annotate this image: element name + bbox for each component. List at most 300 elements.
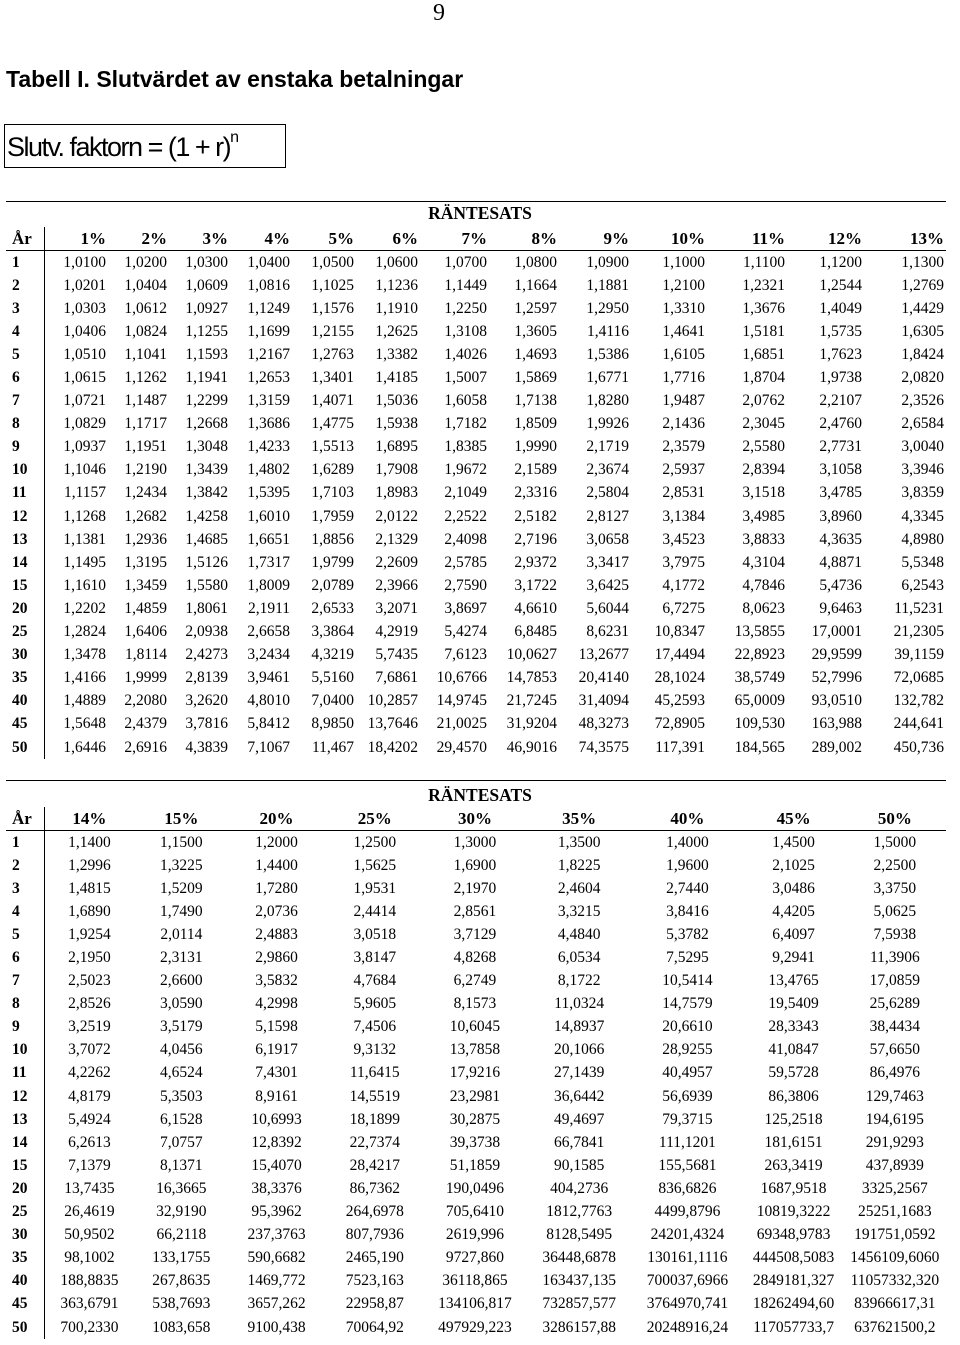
factor-cell: 3,0040 — [901, 438, 944, 456]
factor-cell: 129,7463 — [865, 1087, 924, 1105]
table2-header-row — [6, 807, 946, 831]
factor-cell: 1,8509 — [514, 415, 557, 433]
table-row — [6, 505, 946, 528]
year-cell: 13 — [6, 1108, 44, 1131]
factor-cell: 1,0615 — [63, 369, 106, 387]
factor-cell: 1,8704 — [742, 369, 785, 387]
factor-cell: 5,7435 — [375, 646, 418, 664]
factor-cell: 46,9016 — [506, 738, 557, 756]
factor-cell: 3,3750 — [873, 879, 917, 897]
year-cell: 8 — [6, 413, 44, 436]
factor-cell: 1,2996 — [68, 856, 111, 874]
factor-cell: 1,1449 — [444, 276, 487, 294]
table1 — [6, 227, 946, 759]
factor-cell: 2,0736 — [255, 902, 298, 920]
factor-cell: 1,5036 — [375, 392, 418, 410]
factor-cell: 450,736 — [893, 738, 944, 756]
factor-cell: 1,2824 — [63, 623, 106, 641]
table-row — [6, 923, 946, 946]
factor-cell: 1,2544 — [819, 276, 862, 294]
factor-cell: 1,0600 — [375, 253, 418, 271]
factor-cell: 3,8960 — [819, 507, 862, 525]
table-row — [6, 667, 946, 690]
year-cell: 14 — [6, 551, 44, 574]
factor-cell: 1,0937 — [63, 438, 106, 456]
factor-cell: 2,9860 — [255, 949, 298, 967]
factor-cell: 1,8061 — [185, 599, 228, 617]
factor-cell: 2,6916 — [124, 738, 167, 756]
factor-cell: 8,0623 — [742, 599, 785, 617]
factor-cell: 3,3864 — [311, 623, 354, 641]
factor-cell: 83966617,31 — [854, 1295, 936, 1313]
page-title: Tabell I. Slutvärdet av enstaka betalningar — [6, 66, 464, 92]
factor-cell: 6,7275 — [662, 599, 705, 617]
year-cell: 20 — [6, 1177, 44, 1200]
factor-cell: 1,3195 — [124, 553, 167, 571]
factor-cell: 130161,1116 — [647, 1249, 728, 1267]
table-row — [6, 690, 946, 713]
factor-cell: 1,5181 — [742, 322, 785, 340]
factor-cell: 5,4274 — [444, 623, 487, 641]
table2-col-header: 35% — [527, 807, 633, 831]
factor-cell: 2,9372 — [514, 553, 557, 571]
factor-cell: 1,7490 — [160, 902, 203, 920]
formula-text: Slutv. faktorn = (1 + r) — [7, 132, 231, 162]
factor-cell: 2,7440 — [666, 879, 709, 897]
factor-cell: 17,0001 — [811, 623, 862, 641]
factor-cell: 1,2250 — [444, 299, 487, 317]
year-cell: 2 — [6, 854, 44, 877]
factor-cell: 45,2593 — [654, 692, 705, 710]
table1-col-header: 12% — [787, 227, 864, 251]
factor-cell: 2,0820 — [901, 369, 944, 387]
factor-cell: 2,0938 — [185, 623, 228, 641]
factor-cell: 117,391 — [655, 738, 705, 756]
factor-cell: 3,2071 — [375, 599, 418, 617]
table-row — [6, 1154, 946, 1177]
factor-cell: 4,1772 — [662, 576, 705, 594]
factor-cell: 1,1500 — [160, 833, 203, 851]
factor-cell: 1,3310 — [662, 299, 705, 317]
factor-cell: 1,6651 — [247, 530, 290, 548]
factor-cell: 1,9738 — [819, 369, 862, 387]
factor-cell: 5,1598 — [255, 1018, 298, 1036]
table-row — [6, 459, 946, 482]
factor-cell: 20,6610 — [662, 1018, 713, 1036]
factor-cell: 2,5937 — [662, 461, 705, 479]
factor-cell: 3,1722 — [514, 576, 557, 594]
table1-col-header: 9% — [559, 227, 631, 251]
factor-cell: 155,5681 — [658, 1156, 717, 1174]
table-row — [6, 946, 946, 969]
factor-cell: 3,3946 — [901, 461, 944, 479]
factor-cell: 2,3316 — [514, 484, 557, 502]
factor-cell: 264,6978 — [345, 1203, 404, 1221]
table2-col-header: År — [6, 807, 44, 831]
table-row — [6, 436, 946, 459]
factor-cell: 1,4889 — [63, 692, 106, 710]
factor-cell: 1,2936 — [124, 530, 167, 548]
table-row — [6, 343, 946, 366]
table-row — [6, 1293, 946, 1316]
year-cell: 7 — [6, 970, 44, 993]
factor-cell: 2,5804 — [586, 484, 629, 502]
factor-cell: 4,4840 — [557, 925, 601, 943]
year-cell: 10 — [6, 1039, 44, 1062]
factor-cell: 1,2434 — [124, 484, 167, 502]
table2 — [6, 807, 946, 1339]
factor-cell: 40,4957 — [662, 1064, 713, 1082]
table-row — [6, 1131, 946, 1154]
factor-cell: 4,6524 — [160, 1064, 203, 1082]
factor-cell: 14,8937 — [553, 1018, 605, 1036]
factor-cell: 1,9799 — [311, 553, 354, 571]
factor-cell: 1,5513 — [311, 438, 354, 456]
factor-cell: 51,1859 — [449, 1156, 501, 1174]
factor-cell: 8,1371 — [160, 1156, 203, 1174]
factor-cell: 1,0927 — [185, 299, 228, 317]
factor-cell: 18262494,60 — [752, 1295, 835, 1313]
factor-cell: 1,6900 — [453, 856, 497, 874]
factor-cell: 1,2763 — [311, 345, 354, 363]
factor-cell: 2,8531 — [662, 484, 705, 502]
factor-cell: 2,4414 — [353, 902, 397, 920]
factor-cell: 1,3382 — [375, 345, 418, 363]
factor-cell: 1,2190 — [124, 461, 167, 479]
factor-cell: 3,4785 — [819, 484, 862, 502]
factor-cell: 14,9745 — [436, 692, 487, 710]
factor-cell: 1,5126 — [185, 553, 228, 571]
factor-cell: 1,6289 — [311, 461, 354, 479]
factor-cell: 1,2299 — [185, 392, 228, 410]
factor-cell: 1,8856 — [311, 530, 354, 548]
factor-cell: 1,4166 — [63, 669, 106, 687]
factor-cell: 4,2919 — [375, 623, 418, 641]
factor-cell: 132,782 — [893, 692, 944, 710]
table2-col-header: 40% — [633, 807, 743, 831]
factor-cell: 1,2500 — [353, 833, 397, 851]
factor-cell: 2,3131 — [160, 949, 203, 967]
year-cell: 1 — [6, 251, 44, 275]
factor-cell: 3,3215 — [557, 902, 601, 920]
factor-cell: 1,2321 — [742, 276, 785, 294]
factor-cell: 1,0406 — [63, 322, 106, 340]
factor-cell: 1,7103 — [311, 484, 354, 502]
table-row — [6, 1177, 946, 1200]
factor-cell: 49,4697 — [553, 1110, 605, 1128]
factor-cell: 56,6939 — [662, 1087, 713, 1105]
factor-cell: 1,9999 — [124, 669, 167, 687]
factor-cell: 25,6289 — [869, 995, 921, 1013]
factor-cell: 7,4506 — [353, 1018, 397, 1036]
factor-cell: 1,5000 — [873, 833, 917, 851]
factor-cell: 6,1528 — [160, 1110, 203, 1128]
factor-cell: 5,3782 — [666, 925, 709, 943]
year-cell: 45 — [6, 1293, 44, 1316]
factor-cell: 4,8268 — [453, 949, 497, 967]
factor-cell: 590,6682 — [247, 1249, 306, 1267]
factor-cell: 10,6045 — [449, 1018, 501, 1036]
factor-cell: 1,3605 — [514, 322, 557, 340]
factor-cell: 1,5580 — [185, 576, 228, 594]
factor-cell: 1,1268 — [63, 507, 106, 525]
year-cell: 2 — [6, 274, 44, 297]
table-row — [6, 1085, 946, 1108]
table2-col-header: 20% — [228, 807, 326, 831]
factor-cell: 38,3376 — [251, 1179, 302, 1197]
factor-cell: 1,2668 — [185, 415, 228, 433]
factor-cell: 4,3345 — [901, 507, 944, 525]
factor-cell: 1,4500 — [772, 833, 815, 851]
factor-cell: 4,8010 — [247, 692, 290, 710]
factor-cell: 2,7731 — [819, 438, 862, 456]
factor-cell: 1,1025 — [311, 276, 354, 294]
factor-cell: 2,6533 — [311, 599, 354, 617]
factor-cell: 1,3108 — [444, 322, 487, 340]
factor-cell: 3,8147 — [353, 949, 397, 967]
table-row — [6, 1247, 946, 1270]
factor-cell: 1,7280 — [255, 879, 298, 897]
factor-cell: 13,4765 — [768, 972, 819, 990]
factor-cell: 3,7129 — [453, 925, 497, 943]
factor-cell: 2,1049 — [444, 484, 487, 502]
factor-cell: 3,6425 — [586, 576, 629, 594]
year-cell: 15 — [6, 1154, 44, 1177]
factor-cell: 705,6410 — [445, 1203, 505, 1221]
factor-cell: 444508,5083 — [752, 1249, 835, 1267]
factor-cell: 1,6010 — [247, 507, 290, 525]
factor-cell: 2,4883 — [255, 925, 298, 943]
table-row — [6, 831, 946, 855]
factor-cell: 1,8009 — [247, 576, 290, 594]
factor-cell: 188,8835 — [60, 1272, 119, 1290]
factor-cell: 1687,9518 — [760, 1179, 827, 1197]
factor-cell: 2,2500 — [873, 856, 917, 874]
factor-cell: 1,4116 — [586, 322, 629, 340]
factor-cell: 39,1159 — [894, 646, 944, 664]
factor-cell: 1,7908 — [375, 461, 418, 479]
factor-cell: 65,0009 — [734, 692, 785, 710]
factor-cell: 244,641 — [893, 715, 944, 733]
table1-col-header: 1% — [44, 227, 108, 251]
table1-col-header: År — [6, 227, 44, 251]
factor-cell: 9100,438 — [247, 1318, 306, 1336]
factor-cell: 3,8416 — [666, 902, 709, 920]
factor-cell: 2,3526 — [901, 392, 944, 410]
factor-cell: 1,5625 — [353, 856, 397, 874]
factor-cell: 8,1573 — [453, 995, 497, 1013]
factor-cell: 2,5785 — [444, 553, 487, 571]
factor-cell: 11,5231 — [894, 599, 944, 617]
factor-cell: 1,4859 — [124, 599, 167, 617]
factor-cell: 8,9850 — [311, 715, 354, 733]
factor-cell: 98,1002 — [64, 1249, 115, 1267]
year-cell: 5 — [6, 343, 44, 366]
factor-cell: 5,5348 — [901, 553, 944, 571]
factor-cell: 700037,6966 — [646, 1272, 729, 1290]
factor-cell: 22,8923 — [734, 646, 785, 664]
factor-cell: 1,0100 — [63, 253, 106, 271]
factor-cell: 291,9293 — [865, 1133, 924, 1151]
factor-cell: 2,5023 — [68, 972, 111, 990]
factor-cell: 2,2609 — [375, 553, 418, 571]
factor-cell: 267,8635 — [152, 1272, 211, 1290]
factor-cell: 1,2202 — [63, 599, 106, 617]
factor-cell: 1,7138 — [514, 392, 557, 410]
factor-cell: 7,5295 — [666, 949, 709, 967]
factor-cell: 1,4802 — [247, 461, 290, 479]
factor-cell: 732857,577 — [542, 1295, 616, 1313]
factor-cell: 1,0900 — [586, 253, 629, 271]
table-row — [6, 900, 946, 923]
factor-cell: 38,5749 — [734, 669, 785, 687]
table-row — [6, 413, 946, 436]
factor-cell: 1,4685 — [185, 530, 228, 548]
factor-cell: 1469,772 — [247, 1272, 306, 1290]
year-cell: 7 — [6, 390, 44, 413]
factor-cell: 13,2677 — [578, 646, 629, 664]
factor-cell: 1,2100 — [662, 276, 705, 294]
table2-col-header: 14% — [44, 807, 136, 831]
factor-cell: 13,5855 — [734, 623, 785, 641]
factor-cell: 191751,0592 — [854, 1226, 936, 1244]
factor-cell: 1,4641 — [662, 322, 705, 340]
table-row — [6, 854, 946, 877]
factor-cell: 2,8561 — [453, 902, 497, 920]
factor-cell: 14,5519 — [349, 1087, 400, 1105]
factor-cell: 95,3962 — [251, 1203, 302, 1221]
factor-cell: 18,4202 — [367, 738, 418, 756]
factor-cell: 1,5938 — [375, 415, 418, 433]
year-cell: 1 — [6, 831, 44, 855]
factor-cell: 2,2107 — [819, 392, 862, 410]
table1-col-header: 5% — [292, 227, 356, 251]
factor-cell: 27,1439 — [553, 1064, 605, 1082]
factor-cell: 1,2682 — [124, 507, 167, 525]
factor-cell: 52,7996 — [811, 669, 862, 687]
factor-cell: 2,1970 — [453, 879, 497, 897]
table1-col-header: 4% — [230, 227, 292, 251]
factor-cell: 3,4523 — [662, 530, 705, 548]
factor-cell: 3286157,88 — [542, 1318, 616, 1336]
factor-cell: 109,530 — [734, 715, 785, 733]
factor-cell: 5,3503 — [160, 1087, 203, 1105]
year-cell: 30 — [6, 644, 44, 667]
factor-cell: 133,1755 — [152, 1249, 211, 1267]
table2-col-header: 30% — [425, 807, 527, 831]
factor-cell: 93,0510 — [811, 692, 862, 710]
table2-col-header: 15% — [136, 807, 228, 831]
factor-cell: 9,3132 — [353, 1041, 397, 1059]
factor-cell: 2465,190 — [345, 1249, 404, 1267]
factor-cell: 3,5832 — [255, 972, 298, 990]
factor-cell: 4,6610 — [514, 599, 557, 617]
factor-cell: 3,2620 — [185, 692, 228, 710]
factor-cell: 36118,865 — [442, 1272, 508, 1290]
factor-cell: 3,0486 — [772, 879, 815, 897]
table1-header-label: RÄNTESATS — [428, 203, 532, 223]
year-cell: 12 — [6, 505, 44, 528]
factor-cell: 10,5414 — [662, 972, 713, 990]
factor-cell: 10,6993 — [251, 1110, 302, 1128]
factor-cell: 181,6151 — [764, 1133, 823, 1151]
factor-cell: 1,1593 — [185, 345, 228, 363]
factor-cell: 1,1576 — [311, 299, 354, 317]
table1-col-header: 6% — [356, 227, 420, 251]
factor-cell: 2,8139 — [185, 669, 228, 687]
table-row — [6, 574, 946, 597]
factor-cell: 2,3579 — [662, 438, 705, 456]
year-cell: 9 — [6, 1016, 44, 1039]
year-cell: 25 — [6, 1201, 44, 1224]
factor-cell: 1,5395 — [247, 484, 290, 502]
factor-cell: 5,8412 — [247, 715, 290, 733]
factor-cell: 1,1200 — [819, 253, 862, 271]
factor-cell: 28,3343 — [768, 1018, 819, 1036]
formula-exponent: n — [230, 129, 240, 146]
factor-cell: 31,9204 — [506, 715, 557, 733]
table-row — [6, 621, 946, 644]
factor-cell: 36448,6878 — [542, 1249, 616, 1267]
table-row — [6, 644, 946, 667]
factor-cell: 1,2653 — [247, 369, 290, 387]
factor-cell: 2619,996 — [445, 1226, 505, 1244]
factor-cell: 8128,5495 — [546, 1226, 613, 1244]
factor-cell: 1,6895 — [375, 438, 418, 456]
factor-cell: 1812,7763 — [546, 1203, 613, 1221]
factor-cell: 20248916,24 — [646, 1318, 729, 1336]
factor-cell: 497929,223 — [438, 1318, 512, 1336]
factor-cell: 700,2330 — [60, 1318, 119, 1336]
factor-cell: 32,9190 — [156, 1203, 207, 1221]
factor-cell: 807,7936 — [345, 1226, 404, 1244]
factor-cell: 1,2597 — [514, 299, 557, 317]
table-row — [6, 274, 946, 297]
factor-cell: 1,3676 — [742, 299, 785, 317]
year-cell: 30 — [6, 1224, 44, 1247]
factor-cell: 3,0590 — [160, 995, 203, 1013]
factor-cell: 2,6600 — [160, 972, 203, 990]
factor-cell: 1,4000 — [666, 833, 709, 851]
factor-cell: 30,2875 — [449, 1110, 501, 1128]
table-row — [6, 993, 946, 1016]
factor-cell: 1,3000 — [453, 833, 497, 851]
factor-cell: 4,3839 — [185, 738, 228, 756]
factor-cell: 5,6044 — [586, 599, 629, 617]
factor-cell: 1,1664 — [514, 276, 557, 294]
table-row — [6, 1201, 946, 1224]
factor-cell: 7,1067 — [247, 738, 290, 756]
factor-cell: 3,7072 — [68, 1041, 111, 1059]
factor-cell: 2,1436 — [662, 415, 705, 433]
factor-cell: 21,0025 — [436, 715, 487, 733]
factor-cell: 125,2518 — [764, 1110, 823, 1128]
table-row — [6, 366, 946, 389]
table-row — [6, 877, 946, 900]
factor-cell: 3325,2567 — [861, 1179, 928, 1197]
table1-header-row — [6, 227, 946, 251]
factor-cell: 1,8280 — [586, 392, 629, 410]
factor-cell: 4,2262 — [68, 1064, 111, 1082]
factor-cell: 4,8871 — [819, 553, 862, 571]
factor-cell: 74,3575 — [578, 738, 629, 756]
factor-cell: 117057733,7 — [753, 1318, 835, 1336]
table1-col-header: 8% — [489, 227, 559, 251]
factor-cell: 11,6415 — [349, 1064, 400, 1082]
factor-cell: 5,4736 — [819, 576, 862, 594]
table-row — [6, 251, 946, 275]
factor-cell: 1,1100 — [742, 253, 785, 271]
